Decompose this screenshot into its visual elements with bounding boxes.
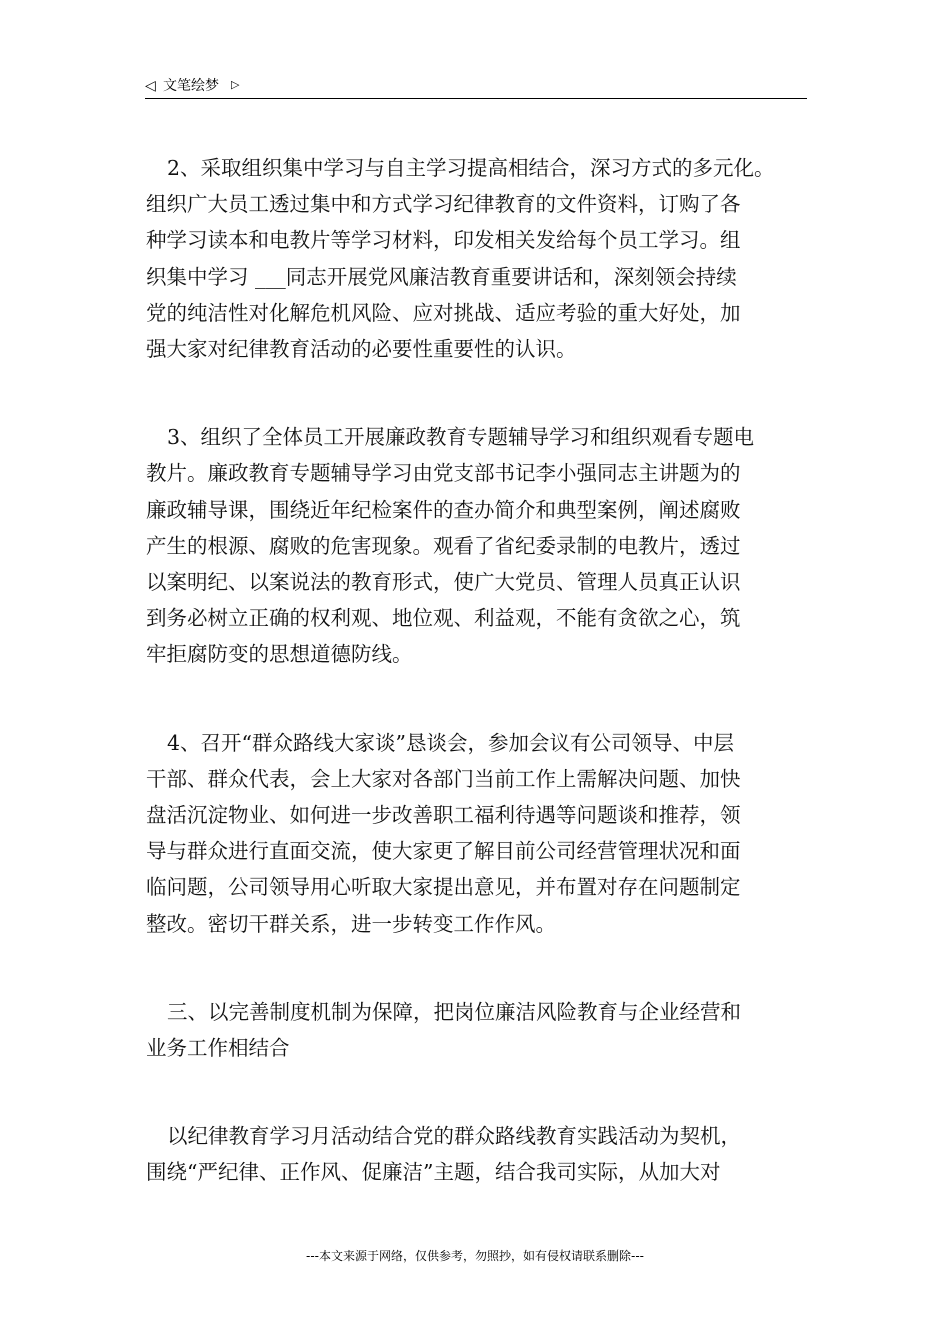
text-line: 以纪律教育学习月活动结合党的群众路线教育实践活动为契机， xyxy=(167,1124,741,1149)
text-line: 强大家对纪律教育活动的必要性重要性的认识。 xyxy=(146,337,577,362)
text-line: 围绕“严纪律、正作风、促廉洁”主题，结合我司实际，从加大对 xyxy=(146,1160,721,1185)
text-line: 到务必树立正确的权利观、地位观、利益观，不能有贪欲之心，筑 xyxy=(146,606,741,631)
section-heading-3 xyxy=(146,994,816,1066)
text-line: 牢拒腐防变的思想道德防线。 xyxy=(146,642,413,667)
paragraph-intro xyxy=(146,1118,816,1190)
page-header xyxy=(145,74,807,99)
triangle-left-icon: ◁ xyxy=(145,78,156,94)
page-footer: ---本文来源于网络，仅供参考，勿照抄，如有侵权请联系删除--- xyxy=(306,1249,644,1263)
text-line: 临问题，公司领导用心听取大家提出意见，并布置对存在问题制定 xyxy=(146,875,741,900)
text-line: 干部、群众代表，会上大家对各部门当前工作上需解决问题、加快 xyxy=(146,766,741,791)
text-line: 4、召开“群众路线大家谈”恳谈会，参加会议有公司领导、中层 xyxy=(167,730,735,755)
text-line: 组织广大员工透过集中和方式学习纪律教育的文件资料，订购了各 xyxy=(146,192,741,217)
document-body xyxy=(146,150,816,1243)
text-line: 种学习读本和电教片等学习材料，印发相关发给每个员工学习。组 xyxy=(146,228,741,253)
text-line: 3、组织了全体员工开展廉政教育专题辅导学习和组织观看专题电 xyxy=(167,425,755,450)
paragraph-3 xyxy=(146,419,816,672)
text-line: 业务工作相结合 xyxy=(146,1036,290,1061)
text-line: 2、采取组织集中学习与自主学习提高相结合，深习方式的多元化。 xyxy=(167,156,775,180)
text-line: 导与群众进行直面交流，使大家更了解目前公司经营管理状况和面 xyxy=(146,839,741,864)
text-line: 织集中学习 ___同志开展党风廉洁教育重要讲话和，深刻领会持续 xyxy=(146,264,737,289)
text-line: 廉政辅导课，围绕近年纪检案件的查办简介和典型案例，阐述腐败 xyxy=(146,497,741,522)
paragraph-4 xyxy=(146,725,816,942)
text-line: 盘活沉淀物业、如何进一步改善职工福利待遇等问题谈和推荐，领 xyxy=(146,803,741,828)
text-line: 教片。廉政教育专题辅导学习由党支部书记李小强同志主讲题为的 xyxy=(146,461,741,486)
header-title: 文笔绘梦 xyxy=(163,78,219,94)
text-line: 以案明纪、以案说法的教育形式，使广大党员、管理人员真正认识 xyxy=(146,570,741,595)
text-line: 党的纯洁性对化解危机风险、应对挑战、适应考验的重大好处，加 xyxy=(146,300,741,325)
paragraph-2 xyxy=(146,150,816,367)
triangle-right-icon: ▷ xyxy=(231,78,240,91)
text-line: 产生的根源、腐败的危害现象。观看了省纪委录制的电教片，透过 xyxy=(146,533,741,558)
text-line: 整改。密切干群关系，进一步转变工作作风。 xyxy=(146,911,556,936)
text-line: 三、以完善制度机制为保障，把岗位廉洁风险教育与企业经营和 xyxy=(167,999,741,1024)
